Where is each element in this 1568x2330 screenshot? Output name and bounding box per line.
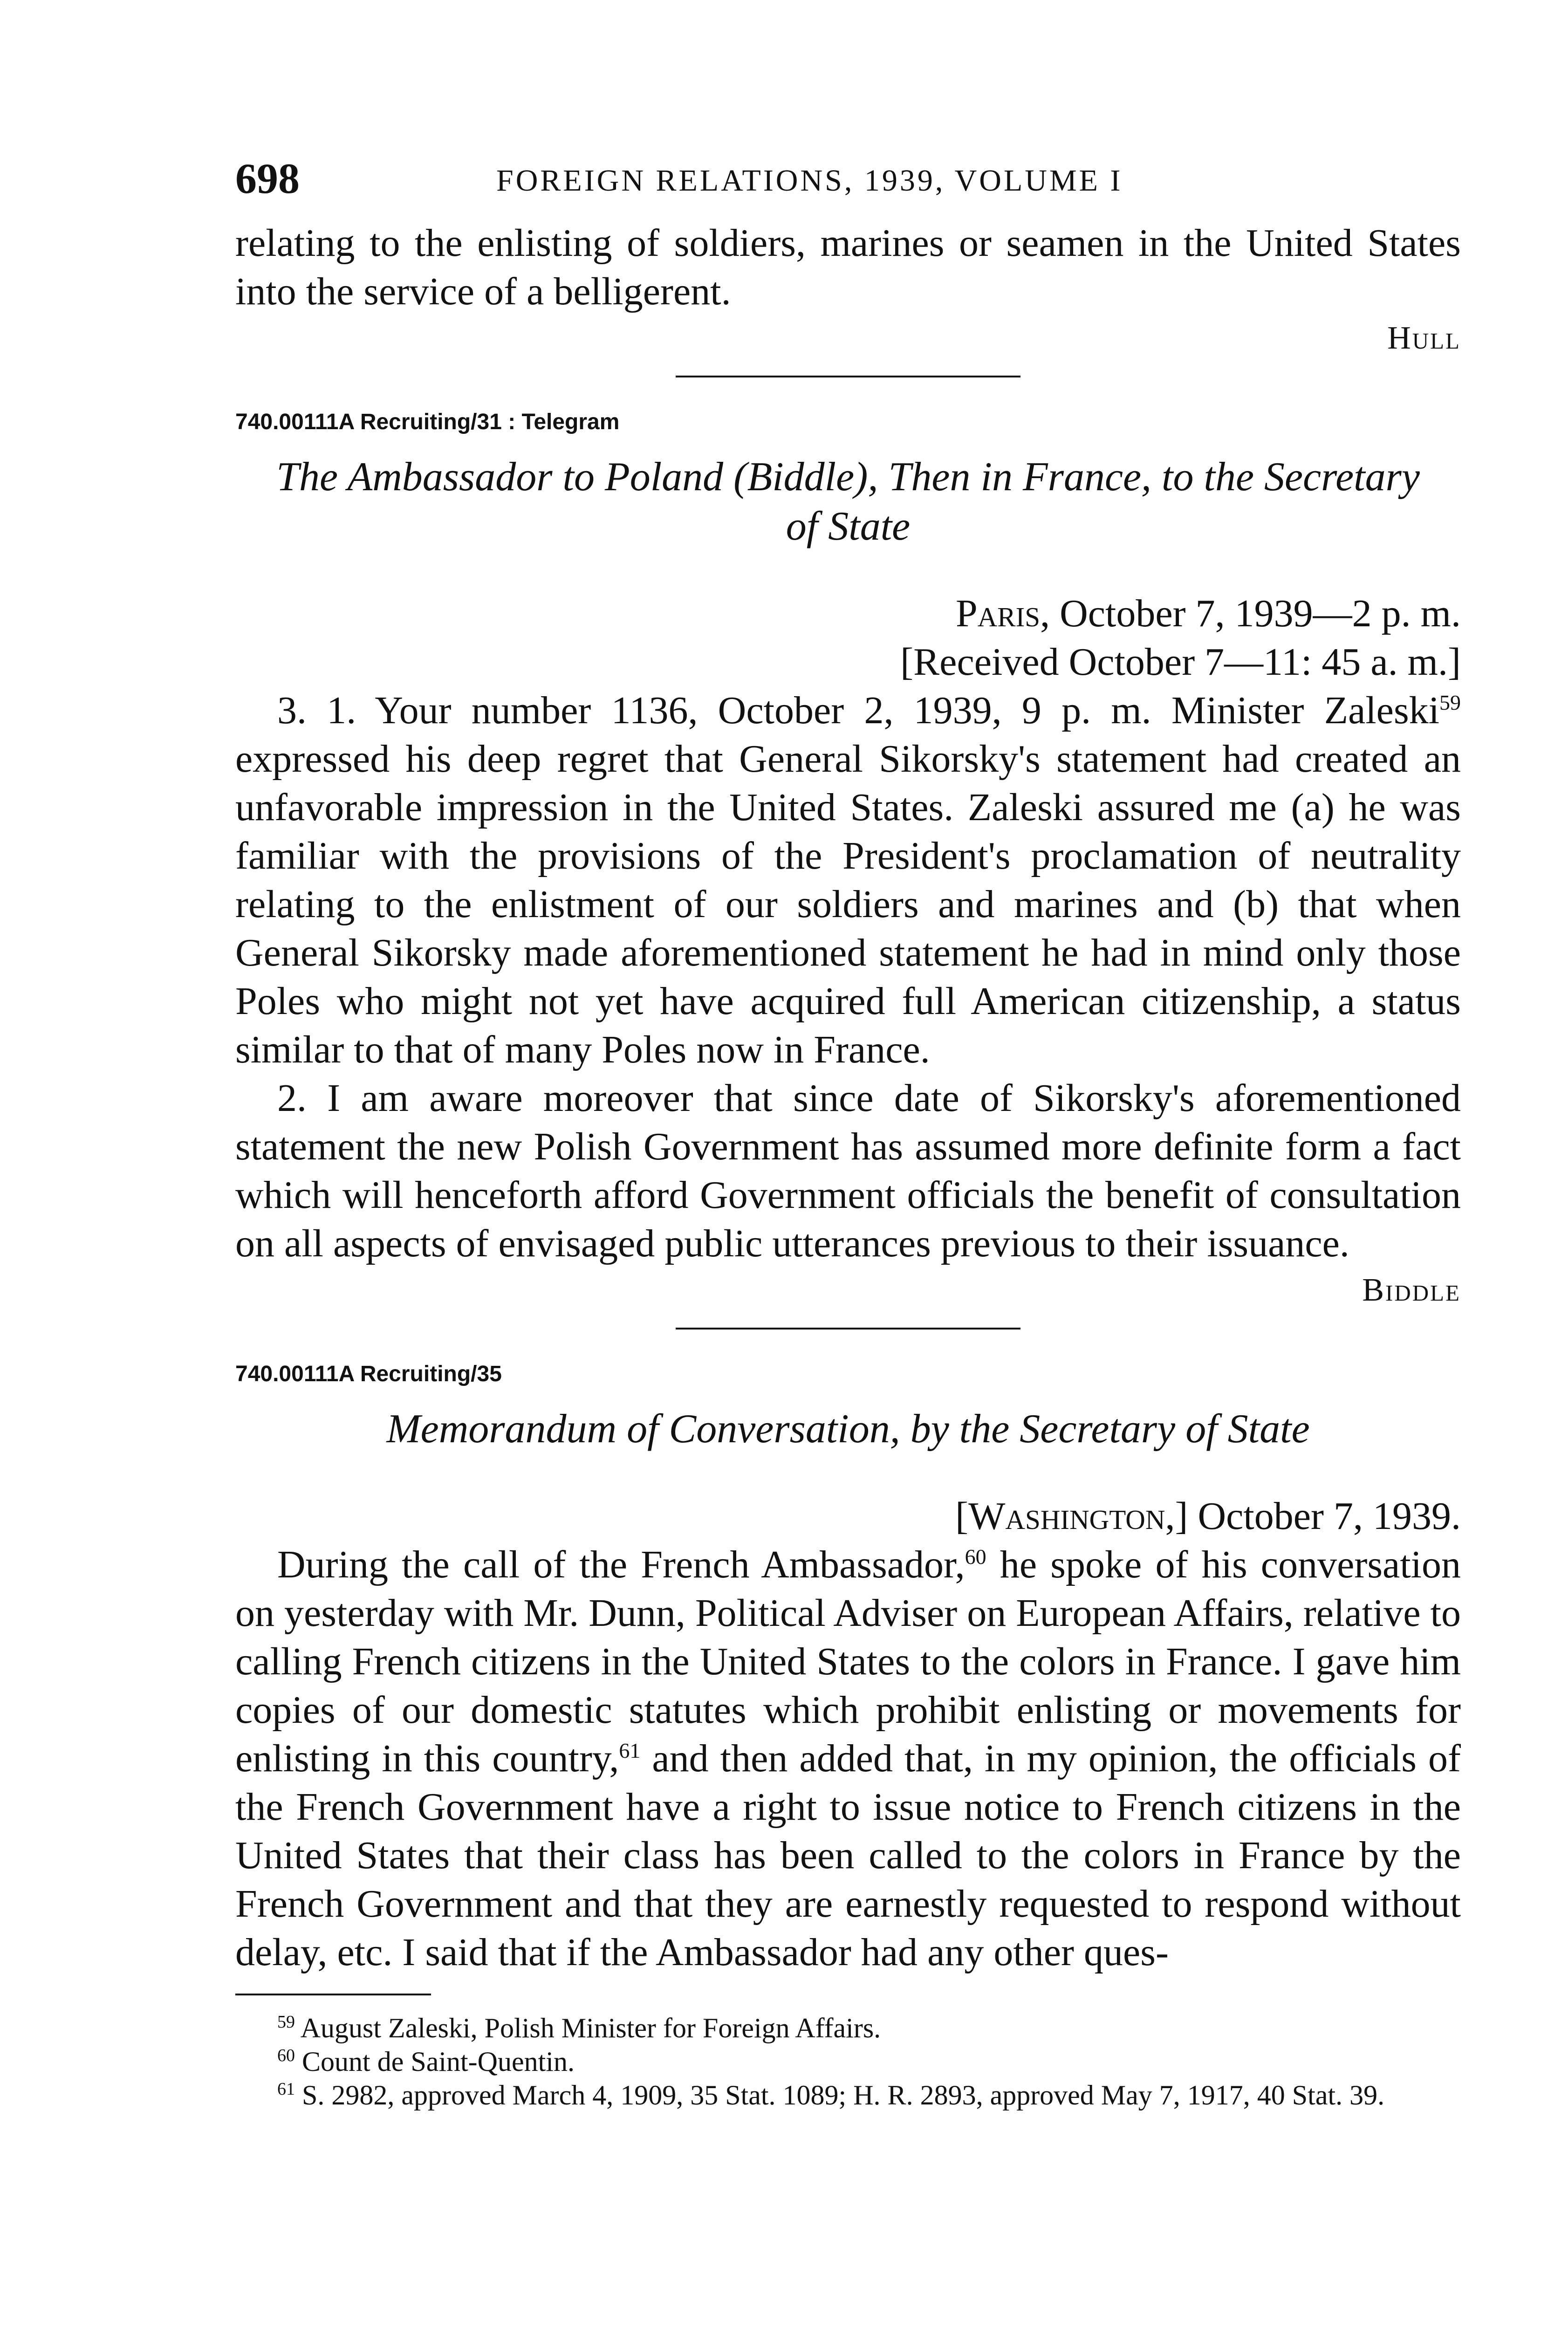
- file-reference: 740.00111A Recruiting/35: [235, 1362, 502, 1386]
- footnote-text: S. 2982, approved March 4, 1909, 35 Stat. 1089; H. R. 2893, approved May 7, 1917, 40 Stat. 39.: [302, 2080, 1385, 2111]
- page-number: 698: [235, 155, 300, 202]
- footnote-divider: [235, 1994, 431, 1995]
- paragraph-text: 3. 1. Your number 1136, October 2, 1939, 9 p. m. Minister Zaleski: [277, 689, 1439, 732]
- paragraph-text: During the call of the French Ambassador,: [277, 1543, 965, 1586]
- document-page: [235, 154, 1461, 2112]
- dateline-place: [Washington,]: [955, 1494, 1188, 1538]
- running-head: [235, 154, 1461, 219]
- dateline: [235, 1492, 1461, 1541]
- footnote: [235, 2078, 1461, 2112]
- section-divider: [676, 376, 1020, 377]
- footnote: [235, 2045, 1461, 2078]
- footnote-mark: 60: [277, 2046, 295, 2065]
- dateline-date: , October 7, 1939—2 p. m.: [1040, 592, 1461, 635]
- paragraph-text: he spoke of his conversation on yesterday with Mr. Dunn, Political Adviser on European Affairs, relative to calling French citizens in the United States to the colors in France. I gave him copies of our domestic statutes which prohibit enlisting or movements for enlisting in this country,: [235, 1543, 1461, 1780]
- file-reference: 740.00111A Recruiting/31 : Telegram: [235, 410, 620, 434]
- continuation-paragraph: relating to the enlisting of soldiers, marines or seamen in the United States into the service of a belligerent.: [235, 221, 1461, 313]
- footnote-text: August Zaleski, Polish Minister for Foreign Affairs.: [300, 2013, 881, 2043]
- footnote-mark: 61: [277, 2079, 295, 2099]
- document-title: [235, 452, 1461, 551]
- telegram-paragraph: 2. I am aware moreover that since date of Sikorsky's aforementioned statement the new Polish Government has assumed more definite form a fact which will henceforth afford Government officials the benefit of consultation on all aspects of envisaged public utterances previous to their issuance.: [235, 1076, 1461, 1265]
- received-line: [Received October 7—11: 45 a. m.]: [900, 640, 1461, 684]
- paragraph-text: and then added that, in my opinion, the officials of the French Government have a right to issue notice to French citizens in the United States that their class has been called to the colors in France by the French Government and that they are earnestly requested to respond without delay, etc. I said that if the Ambassador had any other ques-: [235, 1737, 1461, 1974]
- dateline-date: October 7, 1939.: [1188, 1494, 1461, 1538]
- memorandum-paragraph: [235, 1541, 1461, 1977]
- dateline: [235, 589, 1461, 638]
- footnote-ref: 61: [619, 1739, 641, 1762]
- document-title-line: of State: [786, 504, 911, 549]
- document-title-line: The Ambassador to Poland (Biddle), Then in France, to the Secretary: [276, 454, 1420, 500]
- section-divider: [676, 1328, 1020, 1329]
- footnote: [235, 2011, 1461, 2045]
- footnote-ref: 60: [965, 1545, 986, 1569]
- footnote-ref: 59: [1439, 691, 1461, 714]
- dateline-place: Paris: [955, 592, 1041, 635]
- footnote-text: Count de Saint-Quentin.: [302, 2046, 575, 2077]
- signature-biddle: Biddle: [1362, 1272, 1461, 1308]
- document-title: Memorandum of Conversation, by the Secretary of State: [386, 1406, 1310, 1452]
- telegram-paragraph: [235, 686, 1461, 1074]
- footnote-mark: 59: [277, 2012, 295, 2032]
- signature-hull: Hull: [1387, 320, 1461, 356]
- running-title: FOREIGN RELATIONS, 1939, VOLUME I: [496, 164, 1123, 198]
- paragraph-text: expressed his deep regret that General Sikorsky's statement had created an unfavorable impression in the United States. Zaleski assured me (a) he was familiar with the provisions of the President's proclamation of neutrality relating to the enlistment of our soldiers and marines and (b) that when General Sikorsky made aforementioned statement he had in mind only those Poles who might not yet have acquired full American citizenship, a status similar to that of many Poles now in France.: [235, 737, 1461, 1071]
